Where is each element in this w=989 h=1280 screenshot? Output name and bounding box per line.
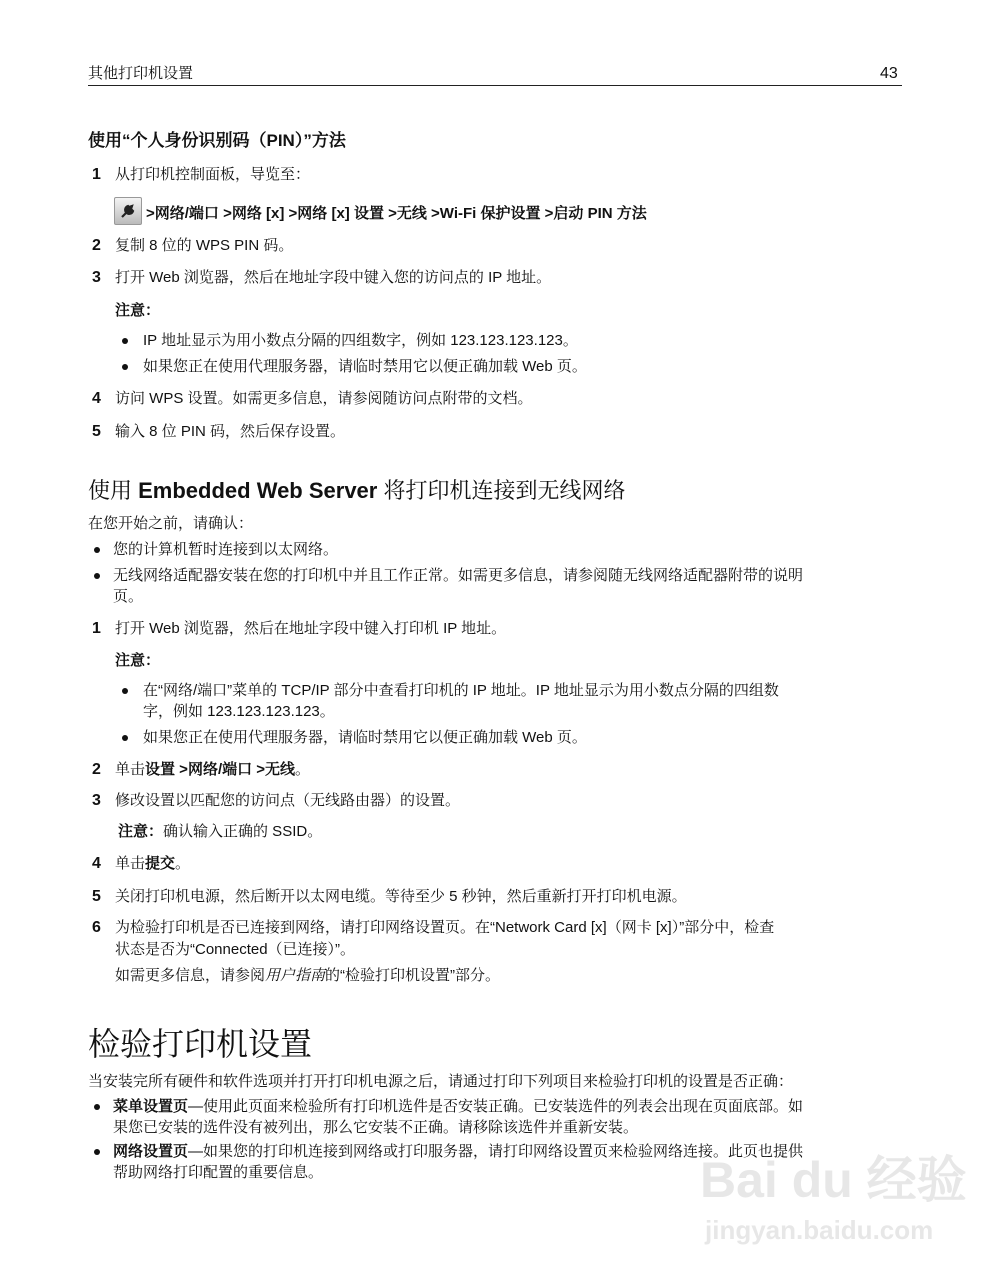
step-number: 3 [92, 792, 101, 809]
note-item: 在“网络/端口”菜单的 TCP/IP 部分中查看打印机的 IP 地址。IP 地址显示为用小数点分隔的四组数 [143, 682, 779, 699]
prereq: 页。 [113, 588, 144, 605]
chapter-title: 检验打印机设置 [88, 1026, 313, 1062]
note-item: IP 地址显示为用小数点分隔的四组数字，例如 123.123.123.123。 [143, 332, 578, 349]
baidu-watermark-url: jingyan.baidu.com [705, 1215, 934, 1245]
step-number: 4 [92, 390, 101, 407]
title-text: 将打印机连接到无线网络 [377, 478, 626, 503]
step-number: 2 [92, 761, 101, 778]
step-text: 访问 WPS 设置。如需更多信息，请参阅随访问点附带的文档。 [115, 390, 533, 407]
text: 的“检验打印机设置”部分。 [325, 967, 501, 984]
intro: 在您开始之前，请确认： [88, 515, 254, 532]
step-text: 输入 8 位 PIN 码，然后保存设置。 [115, 423, 346, 440]
bullet [94, 573, 100, 579]
note-label: 注意： [115, 652, 161, 669]
step-text [115, 853, 190, 874]
step-number: 5 [92, 423, 101, 440]
note-label: 注意： [118, 823, 164, 840]
bullet [122, 338, 128, 344]
intro: 当安装完所有硬件和软件选项并打开打印机电源之后，请通过打印下列项目来检验打印机的设置是否正确： [88, 1073, 794, 1090]
bullet [122, 735, 128, 741]
step-text: 打开 Web 浏览器，然后在地址字段中键入打印机 IP 地址。 [115, 620, 507, 637]
item-text: —如果您的打印机连接到网络或打印服务器，请打印网络设置页来检验网络连接。此页也提供 [188, 1143, 804, 1160]
step-text: 关闭打印机电源，然后断开以太网电缆。等待至少 5 秒钟，然后重新打开打印机电源。 [115, 888, 687, 905]
step-number: 1 [92, 166, 101, 183]
menu-path: >网络/端口 >网络 [x] >网络 [x] 设置 >无线 >Wi-Fi 保护设置 >启动 PIN 方法 [146, 205, 647, 222]
text: 单击 [115, 761, 146, 778]
note [118, 821, 322, 842]
step-number: 1 [92, 620, 101, 637]
note-text: 确认输入正确的 SSID。 [163, 823, 323, 840]
button-ref: 提交 [145, 855, 176, 872]
step-number: 5 [92, 888, 101, 905]
more-info [115, 965, 500, 986]
title-text: 使用 [88, 478, 139, 503]
item-text: —使用此页面来检验所有打印机选件是否安装正确。已安装选件的列表会出现在页面底部。如 [188, 1098, 804, 1115]
bullet [122, 688, 128, 694]
step-text: 从打印机控制面板，导览至： [115, 166, 311, 183]
prereq: 无线网络适配器安装在您的打印机中并且工作正常。如需更多信息，请参阅随无线网络适配器附带的说明 [113, 567, 804, 584]
text: 。 [295, 761, 311, 778]
step-text: 复制 8 位的 WPS PIN 码。 [115, 237, 294, 254]
bullet [94, 1104, 100, 1110]
section-title-pin: 使用“个人身份识别码（PIN）”方法 [88, 131, 346, 150]
bullet [122, 364, 128, 370]
prereq: 您的计算机暂时连接到以太网络。 [113, 541, 339, 558]
text: 单击 [115, 855, 146, 872]
item-text: 帮助网络打印配置的重要信息。 [113, 1164, 324, 1181]
wrench-icon [114, 197, 142, 225]
baidu-watermark-logo: Bai du 经验 [700, 1152, 967, 1208]
item-title: 菜单设置页 [113, 1098, 189, 1115]
guide-ref: 用户指南 [265, 967, 326, 984]
note-label: 注意： [115, 302, 161, 319]
step-number: 6 [92, 919, 101, 936]
bullet [94, 547, 100, 553]
step-text: 状态是否为“Connected（已连接）”。 [115, 941, 356, 958]
item-title: 网络设置页 [113, 1143, 189, 1160]
step-text: 修改设置以匹配您的访问点（无线路由器）的设置。 [115, 792, 461, 809]
step-number: 3 [92, 269, 101, 286]
item-text: 果您已安装的选件没有被列出，那么它安装不正确。请移除该选件并重新安装。 [113, 1119, 639, 1136]
header-rule [88, 85, 902, 86]
step-number: 4 [92, 855, 101, 872]
note-item: 如果您正在使用代理服务器，请临时禁用它以便正确加载 Web 页。 [143, 358, 587, 375]
menu-path: 设置 >网络/端口 >无线 [145, 761, 296, 778]
note-item: 如果您正在使用代理服务器，请临时禁用它以便正确加载 Web 页。 [143, 729, 587, 746]
step-text [115, 759, 310, 780]
note-item: 字，例如 123.123.123.123。 [143, 703, 335, 720]
running-header: 其他打印机设置 [88, 65, 194, 82]
step-text: 为检验打印机是否已连接到网络，请打印网络设置页。在“Network Card [x]（网卡 [x]）”部分中，检查 [115, 919, 775, 936]
step-number: 2 [92, 237, 101, 254]
text: 如需更多信息，请参阅 [115, 967, 266, 984]
verify-item [113, 1096, 803, 1117]
bullet [94, 1149, 100, 1155]
section-title-ews [88, 477, 625, 505]
title-bold: Embedded Web Server [138, 478, 378, 503]
text: 。 [175, 855, 191, 872]
step-text: 打开 Web 浏览器，然后在地址字段中键入您的访问点的 IP 地址。 [115, 269, 552, 286]
page-number: 43 [880, 65, 898, 82]
